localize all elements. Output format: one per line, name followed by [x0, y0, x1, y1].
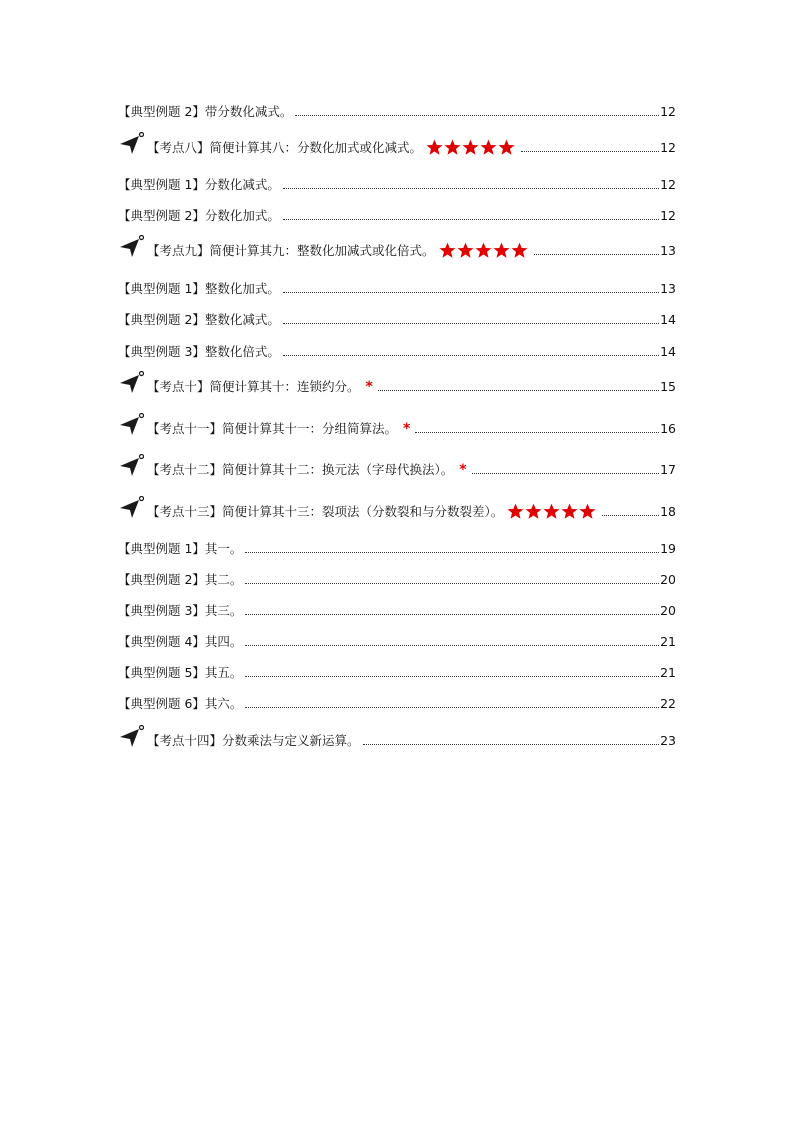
page-number: 17	[660, 462, 676, 477]
navigation-arrow-icon	[118, 496, 144, 520]
toc-entry-title	[118, 344, 280, 360]
toc-entry-text: 【典型例题 2】带分数化减式。	[118, 104, 293, 119]
page-number: 12	[660, 104, 676, 119]
toc-entry-title	[118, 541, 242, 557]
dot-leader	[472, 473, 660, 474]
page-number: 21	[660, 634, 676, 649]
page-number: 20	[660, 603, 676, 618]
toc-example-entry[interactable]	[118, 634, 676, 650]
toc-example-entry[interactable]	[118, 665, 676, 681]
toc-entry-text: 【典型例题 6】其六。	[118, 696, 243, 711]
toc-example-entry[interactable]	[118, 177, 676, 193]
toc-entry-text: 【典型例题 2】整数化减式。	[118, 312, 280, 327]
toc-entry-text: 【典型例题 2】其二。	[118, 572, 243, 587]
red-star-icon	[511, 242, 528, 259]
dot-leader	[283, 188, 659, 189]
red-star-icon	[493, 242, 510, 259]
toc-entry-text: 【考点八】简便计算其八：分数化加式或化减式。	[147, 140, 423, 155]
asterisk-mark: *	[365, 379, 373, 395]
dot-leader	[295, 115, 659, 116]
page-number: 23	[660, 733, 676, 748]
dot-leader	[415, 432, 659, 433]
navigation-arrow-icon	[118, 371, 144, 395]
navigation-arrow-icon	[118, 725, 144, 749]
toc-example-entry[interactable]	[118, 572, 676, 588]
page-number: 19	[660, 541, 676, 556]
difficulty-rating	[507, 503, 597, 520]
red-star-icon	[475, 242, 492, 259]
red-star-icon	[457, 242, 474, 259]
toc-entry-title	[118, 413, 412, 437]
toc-example-entry[interactable]	[118, 696, 676, 712]
dot-leader	[521, 151, 659, 152]
page-number: 13	[660, 281, 676, 296]
toc-example-entry[interactable]	[118, 344, 676, 360]
dot-leader	[245, 707, 659, 708]
toc-example-entry[interactable]	[118, 603, 676, 619]
toc-entry-title	[118, 208, 280, 224]
toc-entry-title	[118, 177, 280, 193]
dot-leader	[283, 323, 659, 324]
dot-leader	[245, 645, 659, 646]
dot-leader	[245, 676, 659, 677]
toc-section-entry[interactable]	[118, 454, 676, 478]
toc-entry-title	[118, 603, 242, 619]
toc-entry-text: 【考点十二】简便计算其十二：换元法（字母代换法）。	[147, 462, 454, 477]
toc-section-entry[interactable]	[118, 725, 676, 749]
page-number: 12	[660, 177, 676, 192]
toc-section-entry[interactable]	[118, 371, 676, 395]
navigation-arrow-icon	[118, 454, 144, 478]
toc-entry-text: 【典型例题 3】整数化倍式。	[118, 344, 280, 359]
page-number: 16	[660, 421, 676, 436]
toc-entry-title	[118, 634, 242, 650]
toc-entry-title	[118, 572, 242, 588]
difficulty-rating	[439, 242, 529, 259]
toc-entry-title	[118, 496, 599, 520]
toc-entry-title	[118, 104, 292, 120]
dot-leader	[602, 515, 659, 516]
toc-example-entry[interactable]	[118, 281, 676, 297]
toc-section-entry[interactable]	[118, 235, 676, 259]
toc-entry-title	[118, 665, 242, 681]
toc-entry-text: 【典型例题 1】其一。	[118, 541, 243, 556]
page-number: 20	[660, 572, 676, 587]
toc-entry-title	[118, 235, 531, 259]
red-star-icon	[462, 139, 479, 156]
page-number: 22	[660, 696, 676, 711]
toc-entry-text: 【考点十】简便计算其十：连锁约分。	[147, 379, 360, 394]
toc-entry-title	[118, 454, 469, 478]
dot-leader	[283, 292, 659, 293]
red-star-icon	[561, 503, 578, 520]
red-star-icon	[507, 503, 524, 520]
page-number: 14	[660, 312, 676, 327]
toc-entry-title	[118, 132, 518, 156]
toc-example-entry[interactable]	[118, 541, 676, 557]
toc-entry-text: 【典型例题 2】分数化加式。	[118, 208, 280, 223]
toc-entry-text: 【考点十四】分数乘法与定义新运算。	[147, 733, 360, 748]
toc-entry-text: 【考点十一】简便计算其十一：分组简算法。	[147, 421, 398, 436]
dot-leader	[283, 219, 659, 220]
toc-entry-text: 【典型例题 1】分数化减式。	[118, 177, 280, 192]
navigation-arrow-icon	[118, 235, 144, 259]
navigation-arrow-icon	[118, 413, 144, 437]
toc-example-entry[interactable]	[118, 208, 676, 224]
toc-entry-text: 【典型例题 5】其五。	[118, 665, 243, 680]
page-number: 14	[660, 344, 676, 359]
toc-entry-title	[118, 725, 360, 749]
dot-leader	[245, 552, 659, 553]
dot-leader	[245, 583, 659, 584]
toc-example-entry[interactable]	[118, 312, 676, 328]
toc-entry-title	[118, 696, 242, 712]
dot-leader	[378, 390, 659, 391]
dot-leader	[534, 254, 660, 255]
page-number: 18	[660, 504, 676, 519]
page-number: 12	[660, 140, 676, 155]
toc-entry-text: 【典型例题 3】其三。	[118, 603, 243, 618]
page-number: 13	[660, 243, 676, 258]
toc-entry-text: 【考点十三】简便计算其十三：裂项法（分数裂和与分数裂差）。	[147, 504, 504, 519]
toc-section-entry[interactable]	[118, 132, 676, 156]
red-star-icon	[439, 242, 456, 259]
red-star-icon	[498, 139, 515, 156]
toc-entry-title	[118, 312, 280, 328]
red-star-icon	[480, 139, 497, 156]
toc-entry-title	[118, 371, 375, 395]
page-number: 15	[660, 379, 676, 394]
red-star-icon	[444, 139, 461, 156]
navigation-arrow-icon	[118, 132, 144, 156]
page-number: 21	[660, 665, 676, 680]
asterisk-mark: *	[459, 462, 467, 478]
red-star-icon	[543, 503, 560, 520]
toc-entry-text: 【典型例题 4】其四。	[118, 634, 243, 649]
dot-leader	[363, 744, 660, 745]
dot-leader	[283, 355, 659, 356]
dot-leader	[245, 614, 659, 615]
page-number: 12	[660, 208, 676, 223]
red-star-icon	[525, 503, 542, 520]
red-star-icon	[579, 503, 596, 520]
toc-section-entry[interactable]	[118, 413, 676, 437]
toc-entry-title	[118, 281, 280, 297]
toc-entry-text: 【考点九】简便计算其九：整数化加减式或化倍式。	[147, 243, 435, 258]
asterisk-mark: *	[403, 421, 411, 437]
toc-section-entry[interactable]	[118, 496, 676, 520]
toc-example-entry[interactable]	[118, 104, 676, 120]
difficulty-rating	[426, 139, 516, 156]
toc-entry-text: 【典型例题 1】整数化加式。	[118, 281, 280, 296]
red-star-icon	[426, 139, 443, 156]
